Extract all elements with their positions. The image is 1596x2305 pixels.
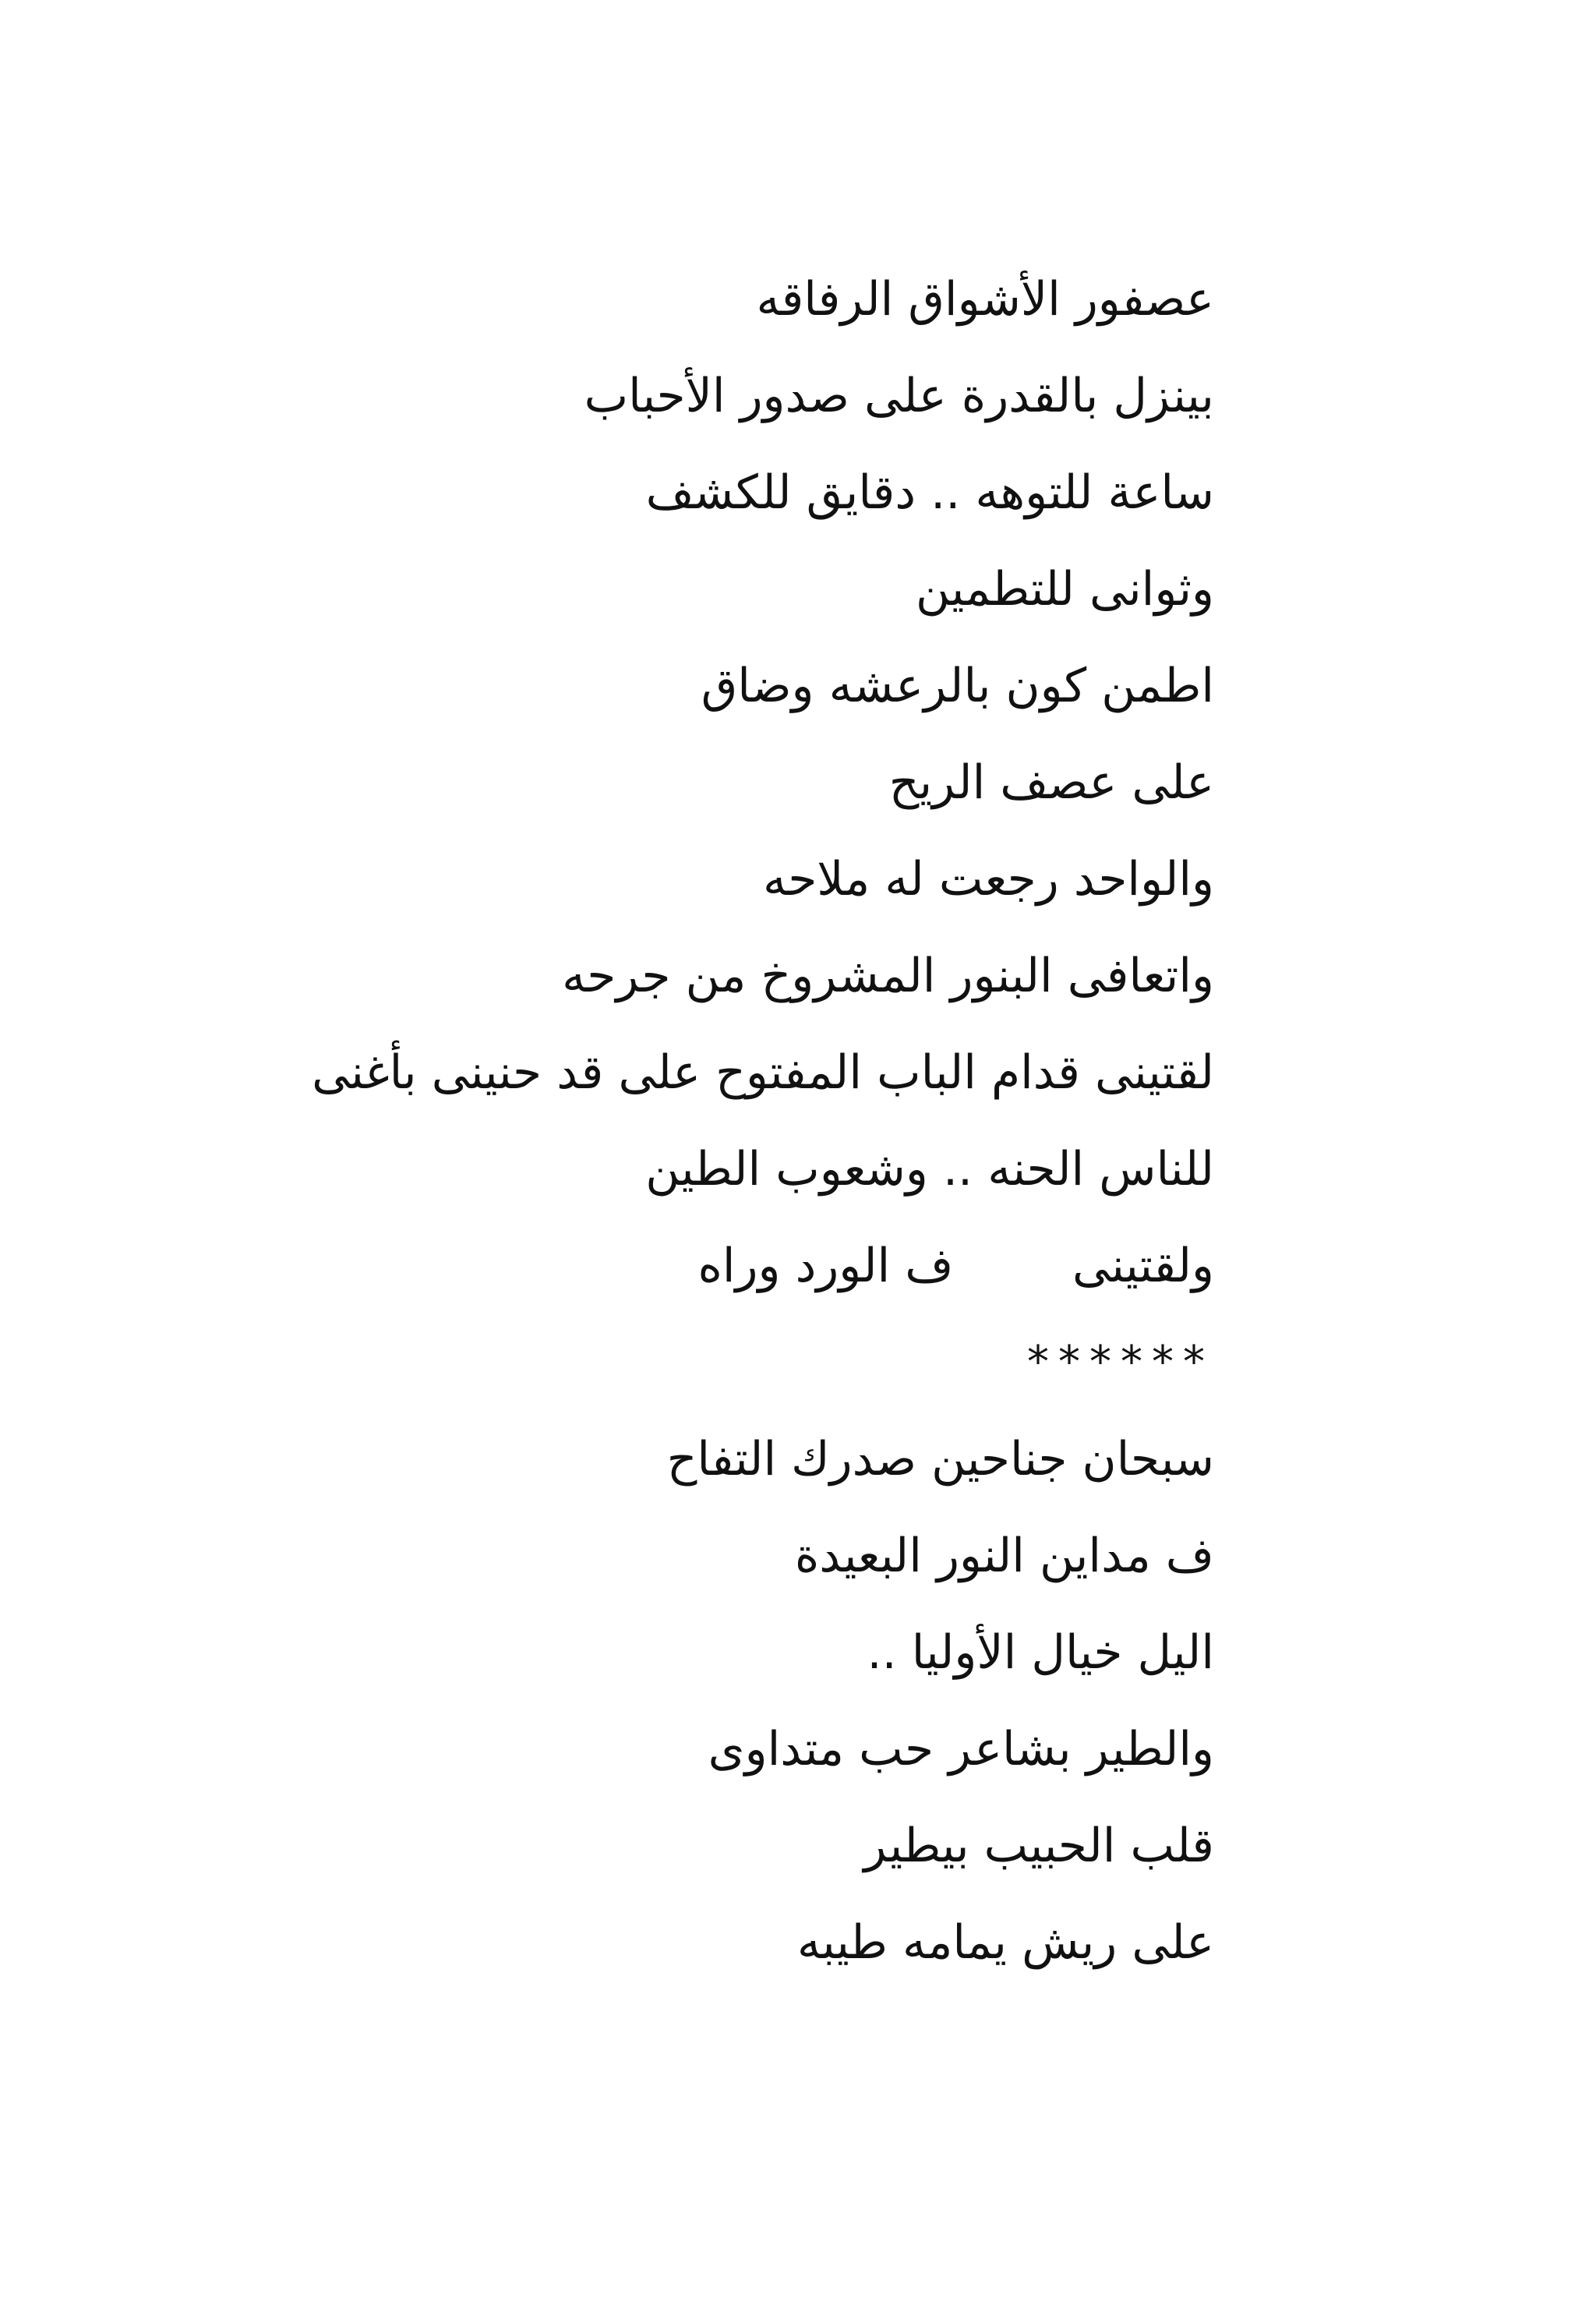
poem-line: ولقتينى ف الورد وراه <box>697 1239 1214 1293</box>
poem-line: عصفور الأشواق الرفاقه <box>756 272 1214 327</box>
poem-line: اليل خيال الأوليا .. <box>867 1625 1214 1680</box>
poem-line: على ريش يمامه طيبه <box>796 1915 1214 1970</box>
poem-line: قلب الحبيب بيطير <box>863 1819 1214 1873</box>
poem-line: للناس الحنه .. وشعوب الطين <box>645 1142 1214 1197</box>
poem-line: بينزل بالقدرة على صدور الأحباب <box>584 369 1214 423</box>
stanza-separator: ****** <box>1027 1337 1214 1388</box>
poem-line: على عصف الريح <box>888 755 1214 810</box>
poem-line: ساعة للتوهه .. دقايق للكشف <box>645 465 1214 520</box>
poem-line: والواحد رجعت له ملاحه <box>763 852 1214 907</box>
poem-line: واتعافى البنور المشروخ من جرحه <box>562 949 1214 1003</box>
poem-line: سبحان جناحين صدرك التفاح <box>666 1432 1214 1487</box>
poem-line: ف مداين النور البعيدة <box>794 1529 1214 1583</box>
poem-line: وثوانى للتطمين <box>915 562 1214 617</box>
poem-line: اطمن كون بالرعشه وضاق <box>701 659 1214 713</box>
poem-line: والطير بشاعر حب متداوى <box>708 1722 1214 1776</box>
poem-text <box>45 251 1214 1991</box>
poem-line: لقتينى قدام الباب المفتوح على قد حنينى بأغنى <box>312 1045 1214 1100</box>
